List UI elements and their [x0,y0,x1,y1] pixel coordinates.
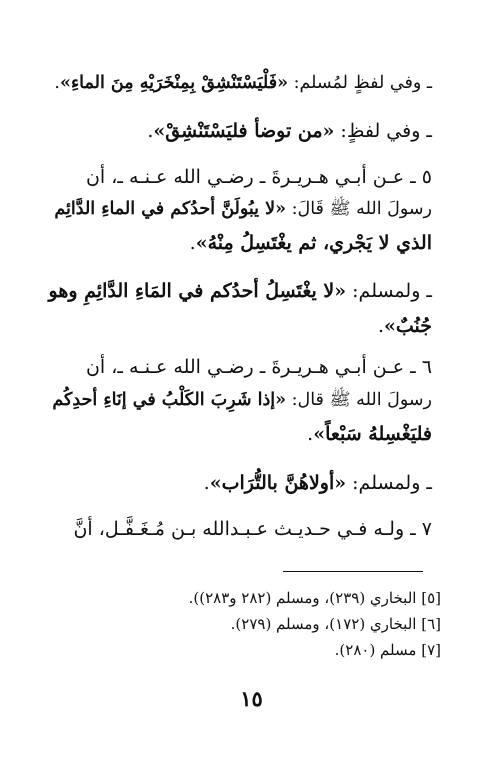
line-8-plain: ٦ ـ عـن أبـي هـريـرةَ ـ رضـي الله عـنـه ـ، أن [85,356,432,378]
line-11-tail: . [203,472,210,494]
hadith-7-heading [73,516,432,542]
line-7-quote: جُنُبٌ» [383,315,432,337]
text-line-9 [52,387,432,413]
line-7-tail: . [377,315,384,337]
footnote-5-ref: [٥] [421,589,441,607]
line-12-plain: ٧ ـ ولـه فـي حـديـث عـبـدالله بـن مُـغَـفَّـل، أنَّ [73,518,432,540]
hadith-5-heading [86,164,432,190]
text-line-5 [190,230,432,256]
line-6-plain: ـ ولمسلم: [346,280,432,302]
footnote-5 [189,588,441,608]
footnote-6 [231,614,441,634]
footnote-7 [335,640,441,660]
line-1-tail: . [54,73,60,93]
line-11-plain: ـ ولمسلم: [346,472,432,494]
footnote-6-text: البخاري (١٧٢)، ومسلم (٢٧٩). [230,615,417,633]
line-9-quote: «إذا شَرِبَ الكَلْبُ في إنَاءِ أحدِكُم [52,390,287,410]
line-4-quote: «لا يبُولَنَّ أحدُكم في الماءِ الدَّائِم [54,199,287,219]
footnote-7-ref: [٧] [421,641,441,659]
line-3-plain: ٥ ـ عـن أبـي هـريـرةَ ـ رضـي الله عـنـه ـ، أن [85,166,432,188]
hadith-6-heading [86,354,432,380]
line-9-plain: رسولَ الله ﷺ قال: [286,390,432,410]
line-10-tail: . [307,423,314,445]
text-line-1 [54,70,432,96]
line-2-quote: «من توضأ فليَسْتَنْشِقْ» [153,120,335,142]
text-line-11 [204,470,432,496]
footnote-6-ref: [٦] [421,615,441,633]
page-number: ١٥ [240,686,263,711]
line-2-plain: ـ وفي لفظٍ: [334,120,432,142]
line-10-quote: فليَغْسِلهُ سَبْعاً» [313,423,432,445]
text-line-7 [378,313,432,339]
line-5-quote: الذي لا يَجْري، ثم يغْتَسِلُ مِنْهُ» [195,232,432,254]
line-2-tail: . [147,120,154,142]
line-4-plain: رسولَ الله ﷺ قَالَ: [286,199,432,219]
footnote-5-text: البخاري (٢٣٩)، ومسلم (٢٨٢ و٢٨٣)). [188,589,417,607]
line-1-quote: «فَلْيَسْتَنْشِقْ بِمِنْخَرَيْهِ مِنَ الماءِ» [60,73,289,93]
line-5-tail: . [189,232,196,254]
line-11-quote: «أولاهُنَّ بالتُّرَاب» [209,472,347,494]
line-1-plain: ـ وفي لفظٍ لمُسلم: [288,73,432,93]
text-line-2 [147,118,432,144]
text-line-6 [49,278,432,304]
line-6-quote: «لا يغْتَسِلُ أحدُكم في المَاءِ الدَّائِمِ وهو [48,280,347,302]
text-line-10 [307,421,432,447]
footnote-separator [283,571,423,572]
footnote-7-text: مسلم (٢٨٠). [334,641,417,659]
text-line-4 [54,196,432,222]
